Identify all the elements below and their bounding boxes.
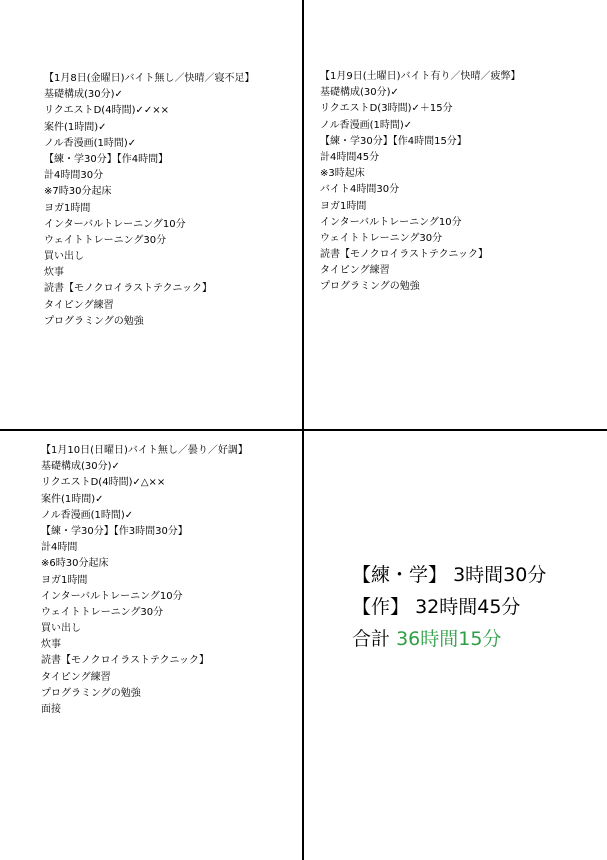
summary-total-label: 合計	[352, 628, 391, 650]
log-line: ウェイトトレーニング30分	[44, 234, 167, 246]
log-line: 案件(1時間)✓	[44, 121, 107, 133]
log-line: 読書【モノクロイラストテクニック】	[320, 249, 488, 261]
log-line: 炊事	[44, 267, 64, 279]
log-line: プログラミングの勉強	[41, 687, 141, 699]
log-line: インターバルトレーニング10分	[320, 216, 462, 228]
log-line: インターバルトレーニング10分	[44, 218, 186, 230]
log-line: 基礎構成(30分)✓	[41, 461, 120, 473]
log-line: 【1月8日(金曜日)バイト無し／快晴／寝不足】	[44, 73, 255, 84]
horizontal-divider	[0, 429, 607, 431]
log-line: タイピング練習	[41, 671, 111, 683]
log-line: ウェイトトレーニング30分	[320, 232, 443, 244]
day-log-jan10	[41, 443, 248, 718]
log-line: インターバルトレーニング10分	[41, 590, 183, 602]
log-line: リクエストD(4時間)✓✓××	[44, 105, 169, 117]
summary-total-value: 36時間15分	[396, 628, 502, 650]
summary-work-row	[352, 591, 546, 623]
summary-study-row	[352, 559, 546, 591]
log-line: ヨガ1時間	[44, 202, 91, 214]
log-line: 面接	[41, 704, 61, 715]
log-line: ヨガ1時間	[41, 574, 88, 586]
log-line: 炊事	[41, 639, 61, 651]
log-line: ※3時起床	[320, 168, 365, 180]
log-line: バイト4時間30分	[320, 184, 400, 196]
log-line: 買い出し	[44, 251, 84, 263]
log-line: プログラミングの勉強	[44, 315, 144, 327]
summary-total-row	[352, 623, 546, 655]
log-line: タイピング練習	[320, 265, 390, 277]
log-line: ※7時30分起床	[44, 186, 112, 198]
log-line: 計4時間30分	[44, 170, 104, 182]
day-log-jan8	[44, 71, 255, 330]
log-line: 【練・学30分】【作4時間15分】	[320, 135, 467, 147]
log-line: 計4時間45分	[320, 151, 380, 163]
log-line: 【練・学30分】【作4時間】	[44, 153, 169, 165]
log-line: ノル香漫画(1時間)✓	[41, 509, 134, 521]
summary-work-value: 32時間45分	[415, 596, 521, 618]
log-line: 買い出し	[41, 623, 81, 635]
log-line: 基礎構成(30分)✓	[320, 87, 399, 99]
summary-study-value: 3時間30分	[453, 564, 547, 586]
log-line: ヨガ1時間	[320, 200, 367, 212]
log-line: ウェイトトレーニング30分	[41, 606, 164, 618]
log-line: ノル香漫画(1時間)✓	[44, 137, 137, 149]
log-line: ノル香漫画(1時間)✓	[320, 119, 413, 131]
day-log-jan9	[320, 69, 521, 296]
log-line: 読書【モノクロイラストテクニック】	[44, 283, 212, 295]
log-line: ※6時30分起床	[41, 558, 109, 570]
log-line: 計4時間	[41, 542, 78, 554]
log-line: 【練・学30分】【作3時間30分】	[41, 525, 188, 537]
log-line: リクエストD(3時間)✓＋15分	[320, 103, 453, 115]
summary-study-label: 【練・学】	[352, 564, 448, 586]
log-line: リクエストD(4時間)✓△××	[41, 477, 166, 489]
log-line: 基礎構成(30分)✓	[44, 89, 123, 101]
log-line: 読書【モノクロイラストテクニック】	[41, 655, 209, 667]
log-line: タイピング練習	[44, 299, 114, 311]
log-line: 【1月10日(日曜日)バイト無し／曇り／好調】	[41, 445, 248, 456]
log-line: プログラミングの勉強	[320, 281, 420, 293]
log-line: 【1月9日(土曜日)バイト有り／快晴／疲弊】	[320, 71, 521, 82]
summary-panel	[352, 559, 546, 655]
summary-work-label: 【作】	[352, 596, 410, 618]
log-line: 案件(1時間)✓	[41, 493, 104, 505]
